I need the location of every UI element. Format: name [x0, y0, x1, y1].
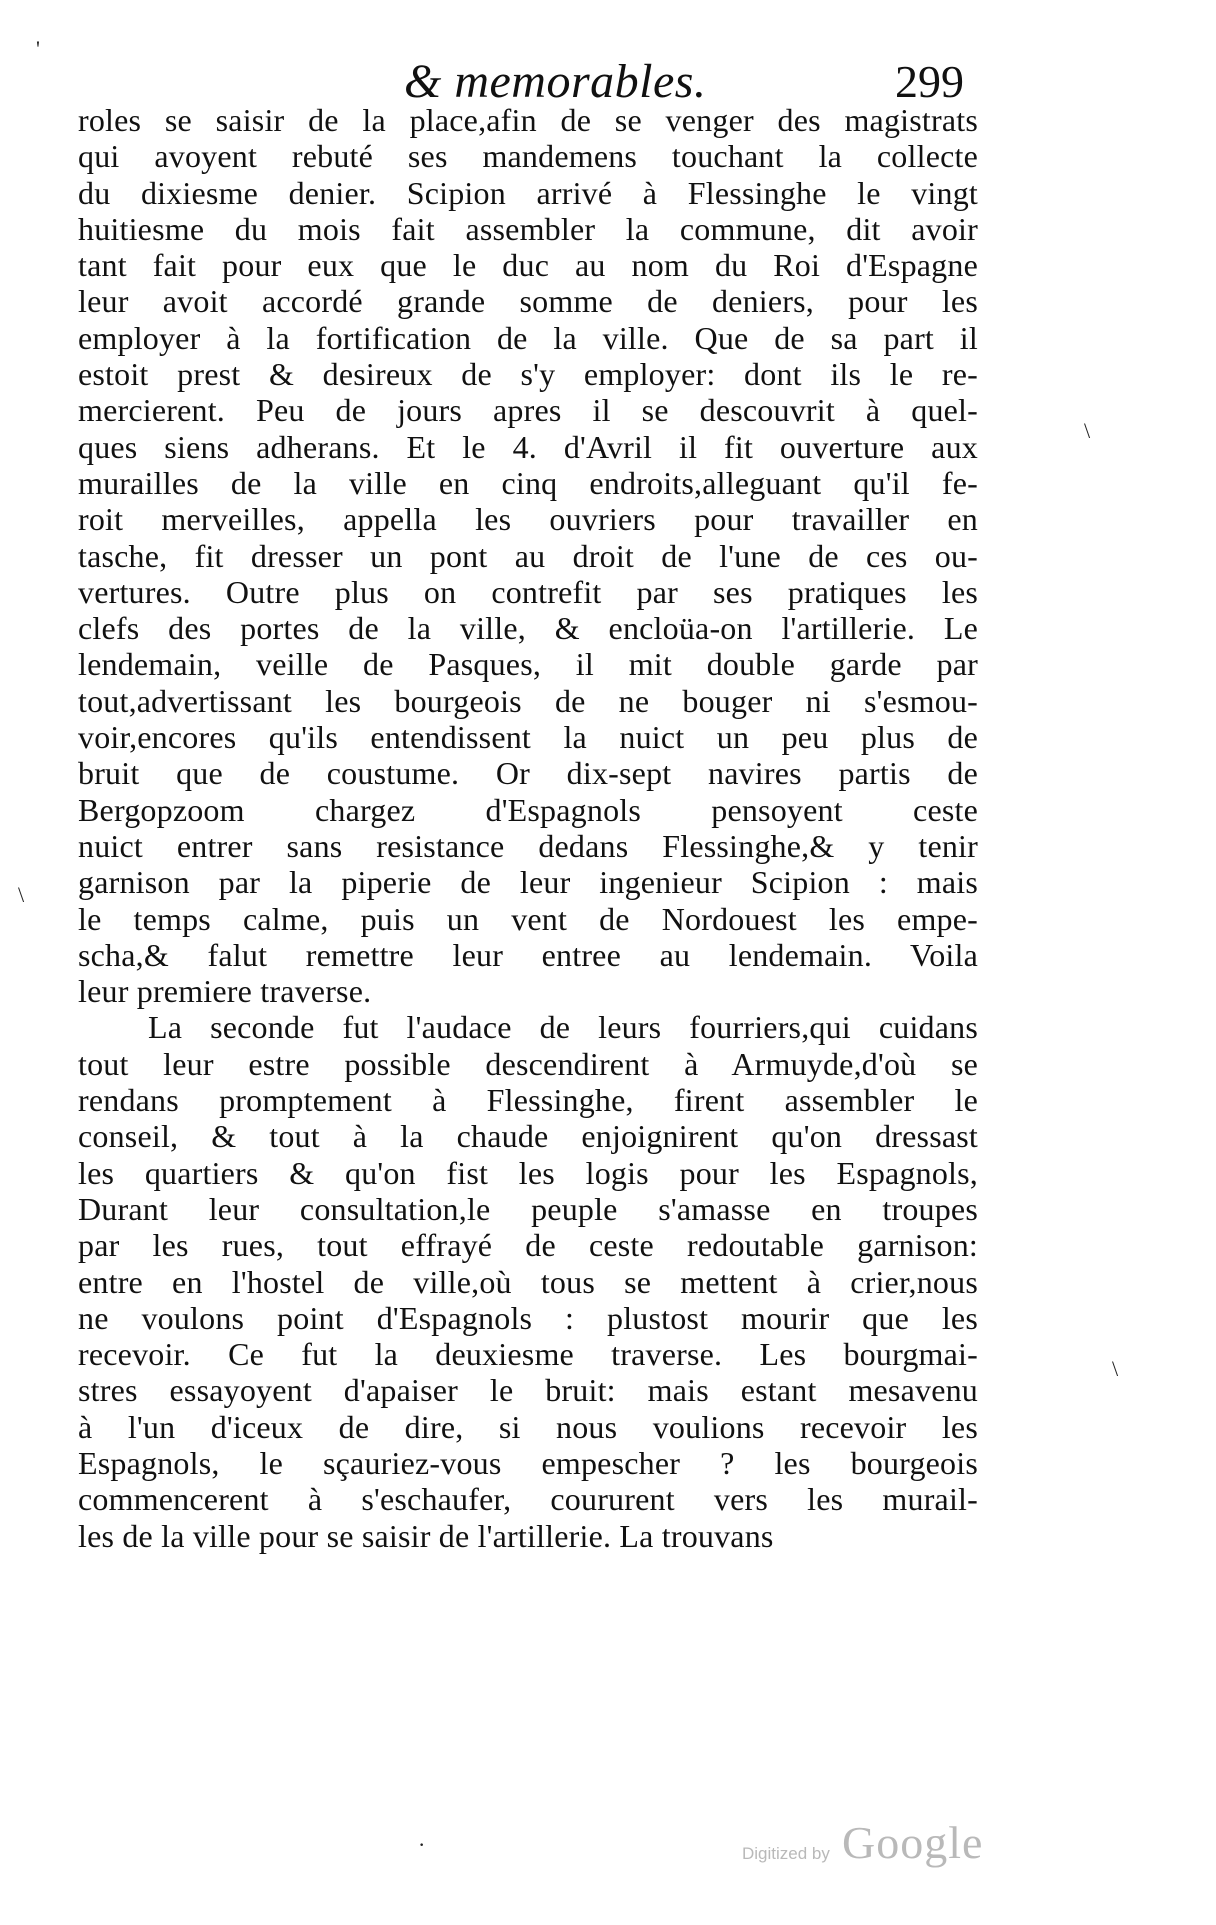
text-line: rendans promptement à Flessinghe, firent assembler le [78, 1082, 978, 1119]
text-line: nuict entrer sans resistance dedans Flessinghe,& y tenir [78, 827, 978, 864]
text-line: scha,& falut remettre leur entree au lendemain. Voila [78, 936, 978, 973]
text-line: roles se saisir de la place,afin de se venger des magistrats [78, 102, 978, 138]
text-line: clefs des portes de la ville, & encloüa-on l'artillerie. Le [78, 610, 978, 647]
text-line: recevoir. Ce fut la deuxiesme traverse. Les bourgmai- [78, 1336, 978, 1373]
text-line: Bergopzoom chargez d'Espagnols pensoyent ceste [78, 791, 978, 828]
text-line: le temps calme, puis un vent de Nordouest les empe- [78, 900, 978, 937]
text-line: commencerent à s'eschaufer, coururent vers les murail- [78, 1481, 978, 1518]
text-line: murailles de la ville en cinq endroits,alleguant qu'il fe- [78, 464, 978, 501]
text-line: employer à la fortification de la ville. Que de sa part il [78, 319, 978, 356]
text-line: leur avoit accordé grande somme de deniers, pour les [78, 283, 978, 320]
body-text [78, 102, 978, 1554]
text-line: mercierent. Peu de jours apres il se descouvrit à quel- [78, 392, 978, 429]
text-line: stres essayoyent d'apaiser le bruit: mais estant mesavenu [78, 1372, 978, 1409]
margin-mark: ' [36, 36, 40, 61]
margin-mark: \ [1084, 418, 1091, 443]
text-line: tout leur estre possible descendirent à Armuyde,d'où se [78, 1045, 978, 1082]
text-line: à l'un d'iceux de dire, si nous voulions recevoir les [78, 1408, 978, 1445]
text-line: voir,encores qu'ils entendissent la nuict un peu plus de [78, 719, 978, 756]
text-line: ques siens adherans. Et le 4. d'Avril il fit ouverture aux [78, 428, 978, 465]
text-line: conseil, & tout à la chaude enjoignirent qu'on dressast [78, 1118, 978, 1155]
text-line: qui avoyent rebuté ses mandemens touchant la collecte [78, 138, 978, 175]
text-line: tout,advertissant les bourgeois de ne bouger ni s'esmou- [78, 682, 978, 719]
google-logo: Google [842, 1817, 984, 1868]
text-line: par les rues, tout effrayé de ceste redoutable garnison: [78, 1227, 978, 1264]
text-line: du dixiesme denier. Scipion arrivé à Flessinghe le vingt [78, 174, 978, 211]
text-line: les de la ville pour se saisir de l'artillerie. La trouvans [78, 1517, 774, 1554]
page-number: 299 [895, 56, 964, 107]
text-line: vertures. Outre plus on contrefit par ses pratiques les [78, 573, 978, 610]
text-line: entre en l'hostel de ville,où tous se mettent à crier,nous [78, 1263, 978, 1300]
running-title: & memorables. [404, 55, 707, 108]
margin-mark: · [418, 1832, 426, 1857]
text-line: ne voulons point d'Espagnols : plustost mourir que les [78, 1299, 978, 1336]
text-line: lendemain, veille de Pasques, il mit double garde par [78, 646, 978, 683]
text-line: huitiesme du mois fait assembler la commune, dit avoir [78, 210, 978, 247]
margin-mark: \ [18, 882, 25, 907]
text-line: les quartiers & qu'on fist les logis pour les Espagnols, [78, 1154, 978, 1191]
digitized-by-label: Digitized by [742, 1844, 830, 1863]
text-line: La seconde fut l'audace de leurs fourriers,qui cuidans [148, 1009, 978, 1046]
text-line: Espagnols, le sçauriez-vous empescher ? les bourgeois [78, 1444, 978, 1481]
text-line: garnison par la piperie de leur ingenieur Scipion : mais [78, 864, 978, 901]
text-line: Durant leur consultation,le peuple s'amasse en troupes [78, 1190, 978, 1227]
text-line: leur premiere traverse. [78, 973, 372, 1010]
text-line: estoit prest & desireux de s'y employer: dont ils le re- [78, 356, 978, 393]
text-line: tasche, fit dresser un pont au droit de l'une de ces ou- [78, 537, 978, 574]
text-line: tant fait pour eux que le duc au nom du Roi d'Espagne [78, 247, 978, 284]
text-line: bruit que de coustume. Or dix-sept navires partis de [78, 755, 978, 792]
margin-mark: \ [1112, 1356, 1119, 1381]
text-line: roit merveilles, appella les ouvriers pour travailler en [78, 501, 978, 538]
